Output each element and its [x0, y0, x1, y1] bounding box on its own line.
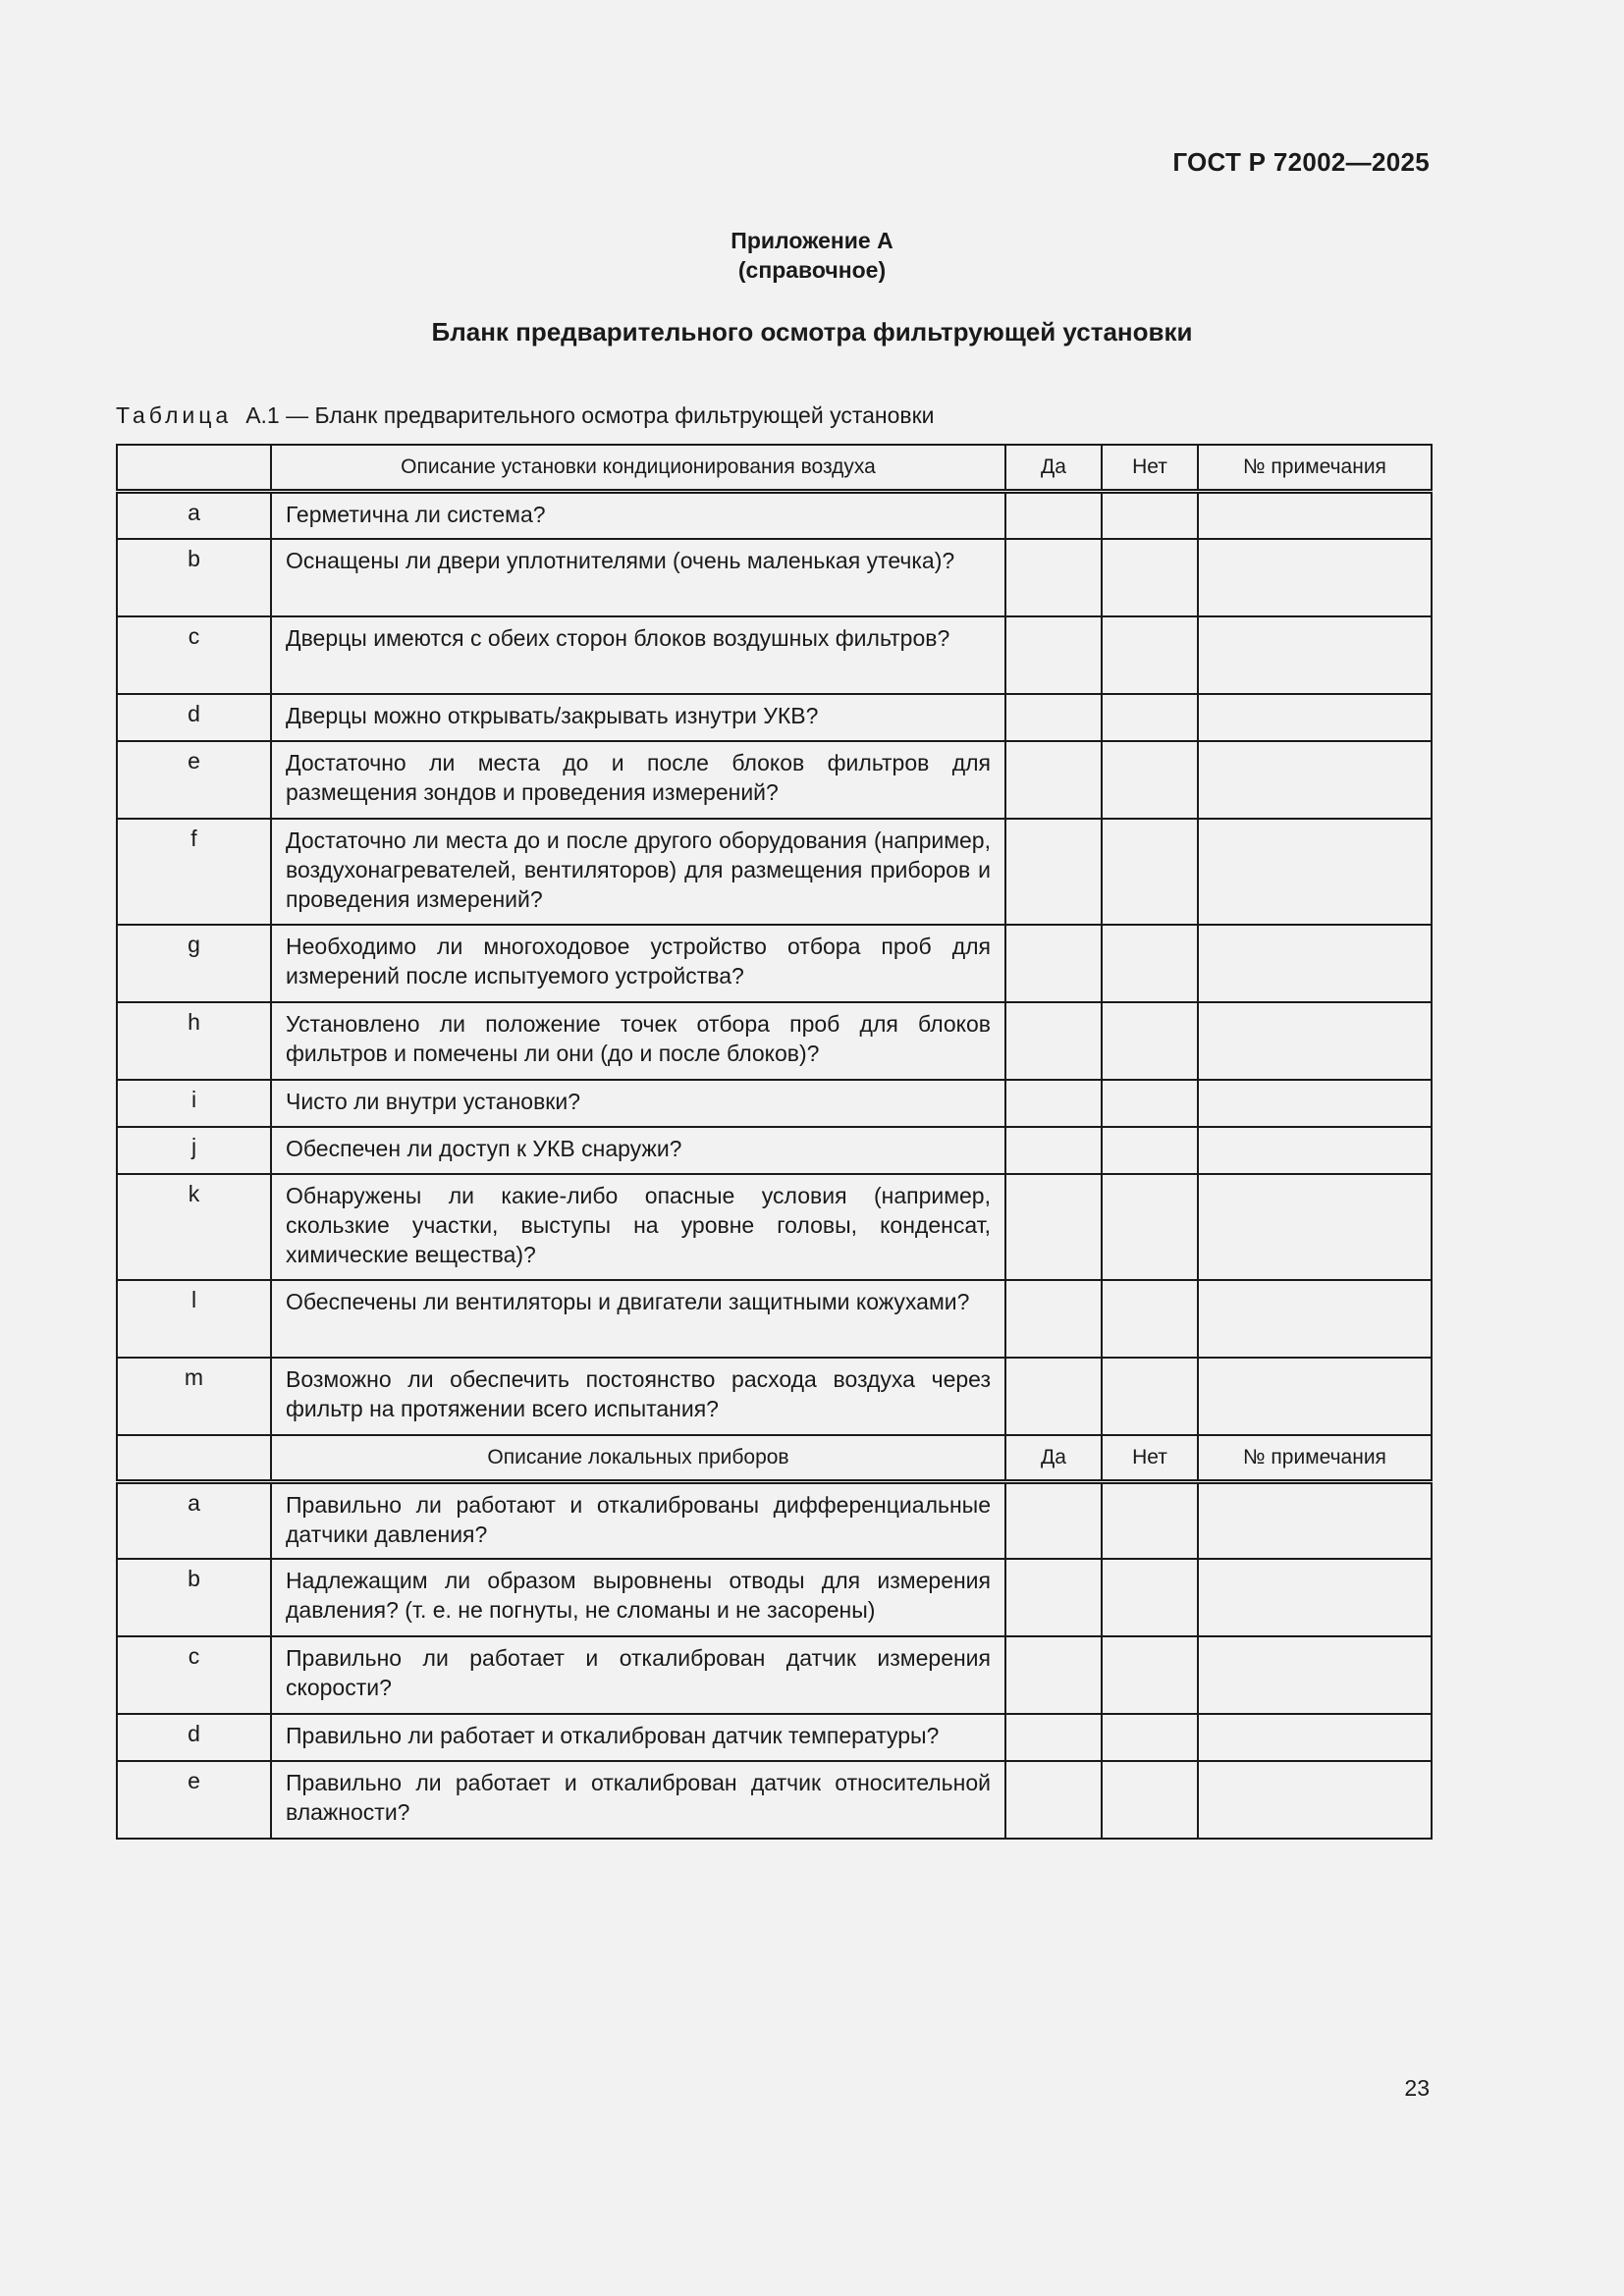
yes-cell[interactable] [1005, 1481, 1102, 1559]
row-question: Правильно ли работает и откалиброван датчик относительной влажности? [271, 1761, 1005, 1839]
row-letter: j [117, 1127, 271, 1174]
yes-cell[interactable] [1005, 616, 1102, 694]
yes-cell[interactable] [1005, 492, 1102, 539]
row-question: Правильно ли работают и откалиброваны дифференциальные датчики давления? [271, 1481, 1005, 1559]
appendix-heading [0, 226, 1624, 285]
row-question: Обеспечен ли доступ к УКВ снаружи? [271, 1127, 1005, 1174]
row-letter: l [117, 1280, 271, 1358]
no-cell[interactable] [1102, 819, 1198, 925]
note-cell[interactable] [1198, 819, 1432, 925]
table-row [117, 1559, 1432, 1636]
no-cell[interactable] [1102, 694, 1198, 741]
row-letter: b [117, 539, 271, 616]
table-row [117, 1714, 1432, 1761]
header-description: Описание локальных приборов [271, 1435, 1005, 1482]
row-question: Надлежащим ли образом выровнены отводы для измерения давления? (т. е. не погнуты, не сломаны и не засорены) [271, 1559, 1005, 1636]
header-letter-cell [117, 445, 271, 492]
row-letter: h [117, 1002, 271, 1080]
row-question: Достаточно ли места до и после блоков фильтров для размещения зондов и проведения измерений? [271, 741, 1005, 819]
row-question: Обеспечены ли вентиляторы и двигатели защитными кожухами? [271, 1280, 1005, 1358]
yes-cell[interactable] [1005, 1080, 1102, 1127]
note-cell[interactable] [1198, 492, 1432, 539]
header-no: Нет [1102, 445, 1198, 492]
note-cell[interactable] [1198, 1127, 1432, 1174]
note-cell[interactable] [1198, 1358, 1432, 1435]
no-cell[interactable] [1102, 1559, 1198, 1636]
no-cell[interactable] [1102, 1174, 1198, 1280]
note-cell[interactable] [1198, 1761, 1432, 1839]
row-letter: c [117, 1636, 271, 1714]
no-cell[interactable] [1102, 1481, 1198, 1559]
row-question: Возможно ли обеспечить постоянство расхода воздуха через фильтр на протяжении всего испытания? [271, 1358, 1005, 1435]
table-row [117, 819, 1432, 925]
yes-cell[interactable] [1005, 1174, 1102, 1280]
note-cell[interactable] [1198, 1280, 1432, 1358]
header-yes: Да [1005, 445, 1102, 492]
table-row [117, 1002, 1432, 1080]
yes-cell[interactable] [1005, 925, 1102, 1002]
table-row [117, 616, 1432, 694]
no-cell[interactable] [1102, 1280, 1198, 1358]
yes-cell[interactable] [1005, 1280, 1102, 1358]
yes-cell[interactable] [1005, 1358, 1102, 1435]
no-cell[interactable] [1102, 1002, 1198, 1080]
table-row [117, 1636, 1432, 1714]
no-cell[interactable] [1102, 1636, 1198, 1714]
no-cell[interactable] [1102, 925, 1198, 1002]
no-cell[interactable] [1102, 1761, 1198, 1839]
no-cell[interactable] [1102, 539, 1198, 616]
row-letter: b [117, 1559, 271, 1636]
inspection-table [116, 444, 1433, 1840]
no-cell[interactable] [1102, 741, 1198, 819]
header-note: № примечания [1198, 1435, 1432, 1482]
row-question: Дверцы можно открывать/закрывать изнутри УКВ? [271, 694, 1005, 741]
no-cell[interactable] [1102, 616, 1198, 694]
table-row [117, 925, 1432, 1002]
row-letter: f [117, 819, 271, 925]
section-header-row [117, 1435, 1432, 1482]
no-cell[interactable] [1102, 1714, 1198, 1761]
yes-cell[interactable] [1005, 539, 1102, 616]
note-cell[interactable] [1198, 1714, 1432, 1761]
header-yes: Да [1005, 1435, 1102, 1482]
note-cell[interactable] [1198, 616, 1432, 694]
table-row [117, 1761, 1432, 1839]
header-no: Нет [1102, 1435, 1198, 1482]
row-letter: i [117, 1080, 271, 1127]
row-letter: d [117, 694, 271, 741]
no-cell[interactable] [1102, 1127, 1198, 1174]
table-row [117, 492, 1432, 539]
header-letter-cell [117, 1435, 271, 1482]
note-cell[interactable] [1198, 1174, 1432, 1280]
yes-cell[interactable] [1005, 819, 1102, 925]
table-caption-label: Таблица [116, 402, 233, 428]
header-description: Описание установки кондиционирования воздуха [271, 445, 1005, 492]
table-row [117, 1358, 1432, 1435]
note-cell[interactable] [1198, 925, 1432, 1002]
row-question: Оснащены ли двери уплотнителями (очень маленькая утечка)? [271, 539, 1005, 616]
yes-cell[interactable] [1005, 1127, 1102, 1174]
row-letter: g [117, 925, 271, 1002]
yes-cell[interactable] [1005, 1559, 1102, 1636]
no-cell[interactable] [1102, 492, 1198, 539]
row-question: Достаточно ли места до и после другого оборудования (например, воздухонагревателей, вентиляторов) для размещения приборов и проведения измерений? [271, 819, 1005, 925]
note-cell[interactable] [1198, 1481, 1432, 1559]
row-question: Правильно ли работает и откалиброван датчик измерения скорости? [271, 1636, 1005, 1714]
table-row [117, 1174, 1432, 1280]
note-cell[interactable] [1198, 1636, 1432, 1714]
note-cell[interactable] [1198, 1559, 1432, 1636]
row-letter: e [117, 1761, 271, 1839]
yes-cell[interactable] [1005, 741, 1102, 819]
table-row [117, 741, 1432, 819]
note-cell[interactable] [1198, 1080, 1432, 1127]
row-question: Герметична ли система? [271, 492, 1005, 539]
row-letter: m [117, 1358, 271, 1435]
document-code: ГОСТ Р 72002—2025 [1172, 147, 1430, 177]
row-letter: e [117, 741, 271, 819]
row-question: Установлено ли положение точек отбора проб для блоков фильтров и помечены ли они (до и после блоков)? [271, 1002, 1005, 1080]
note-cell[interactable] [1198, 694, 1432, 741]
note-cell[interactable] [1198, 539, 1432, 616]
no-cell[interactable] [1102, 1080, 1198, 1127]
note-cell[interactable] [1198, 1002, 1432, 1080]
table-row [117, 539, 1432, 616]
yes-cell[interactable] [1005, 1761, 1102, 1839]
row-question: Дверцы имеются с обеих сторон блоков воздушных фильтров? [271, 616, 1005, 694]
appendix-subtitle: (справочное) [737, 257, 887, 283]
table-row [117, 694, 1432, 741]
table-row [117, 1127, 1432, 1174]
row-question: Необходимо ли многоходовое устройство отбора проб для измерений после испытуемого устройства? [271, 925, 1005, 1002]
document-title: Бланк предварительного осмотра фильтрующей установки [431, 317, 1193, 347]
row-question: Чисто ли внутри установки? [271, 1080, 1005, 1127]
row-letter: a [117, 1481, 271, 1559]
row-question: Правильно ли работает и откалиброван датчик температуры? [271, 1714, 1005, 1761]
table-caption-text: А.1 — Бланк предварительного осмотра фильтрующей установки [245, 402, 935, 428]
row-letter: d [117, 1714, 271, 1761]
yes-cell[interactable] [1005, 694, 1102, 741]
row-letter: a [117, 492, 271, 539]
table-row [117, 1280, 1432, 1358]
yes-cell[interactable] [1005, 1636, 1102, 1714]
header-note: № примечания [1198, 445, 1432, 492]
row-letter: k [117, 1174, 271, 1280]
table-row [117, 1481, 1432, 1559]
note-cell[interactable] [1198, 741, 1432, 819]
no-cell[interactable] [1102, 1358, 1198, 1435]
row-letter: c [117, 616, 271, 694]
appendix-title: Приложение А [731, 228, 893, 253]
yes-cell[interactable] [1005, 1002, 1102, 1080]
row-question: Обнаружены ли какие-либо опасные условия (например, скользкие участки, выступы на уровне головы, конденсат, химические вещества)? [271, 1174, 1005, 1280]
table-body [117, 445, 1432, 1839]
page-number: 23 [1404, 2075, 1430, 2101]
table-row [117, 1080, 1432, 1127]
yes-cell[interactable] [1005, 1714, 1102, 1761]
section-header-row [117, 445, 1432, 492]
table-caption [116, 402, 935, 429]
